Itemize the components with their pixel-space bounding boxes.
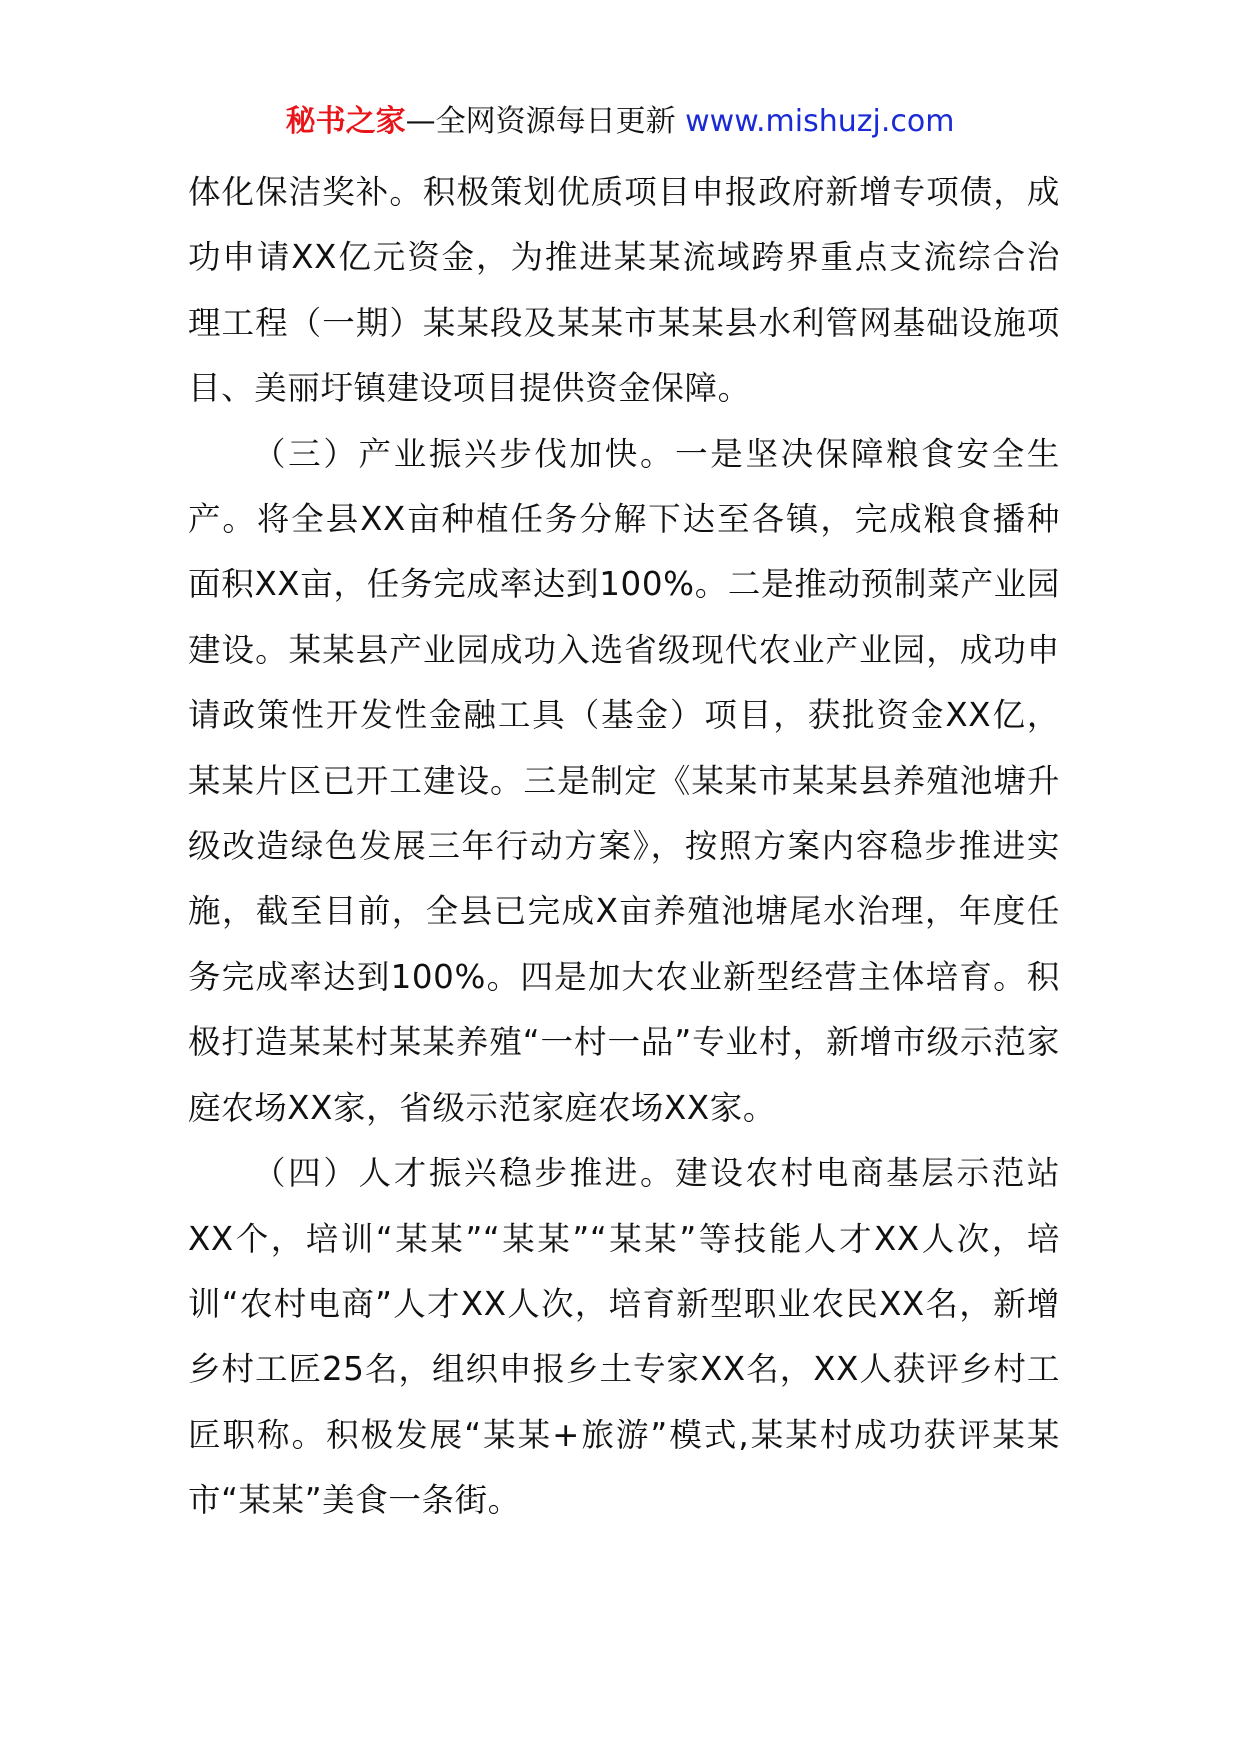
paragraph-industry-revitalization: （三）产业振兴步伐加快。一是坚决保障粮食安全生产。将全县XX亩种植任务分解下达至各镇，完成粮食播种面积XX亩，任务完成率达到100%。二是推动预制菜产业园建设。某某县产业园成功入选省级现代农业产业园，成功申请政策性开发性金融工具（基金）项目，获批资金XX亿，某某片区已开工建设。三是制定《某某市某某县养殖池塘升级改造绿色发展三年行动方案》，按照方案内容稳步推进实施，截至目前，全县已完成X亩养殖池塘尾水治理，年度任务完成率达到100%。四是加大农业新型经营主体培育。积极打造某某村某某养殖“一村一品”专业村，新增市级示范家庭农场XX家，省级示范家庭农场XX家。 [188,434,1060,1127]
brand-name: 秘书之家 [285,104,406,139]
document-body [188,160,1060,1534]
site-url[interactable]: www.mishuzj.com [685,104,955,139]
page-header [0,100,1240,144]
paragraph-talent-revitalization: （四）人才振兴稳步推进。建设农村电商基层示范站XX个，培训“某某”“某某”“某某”等技能人才XX人次，培训“农村电商”人才XX人次，培育新型职业农民XX名，新增乡村工匠25名，组织申报乡土专家XX名，XX人获评乡村工匠职称。积极发展“某某+旅游”模式,某某村成功获评某某市“某某”美食一条街。 [188,1154,1060,1520]
header-tagline: —全网资源每日更新 [405,104,676,139]
paragraph-continuation: 体化保洁奖补。积极策划优质项目申报政府新增专项债，成功申请XX亿元资金，为推进某某流域跨界重点支流综合治理工程（一期）某某段及某某市某某县水利管网基础设施项目、美丽圩镇建设项目提供资金保障。 [188,173,1060,408]
